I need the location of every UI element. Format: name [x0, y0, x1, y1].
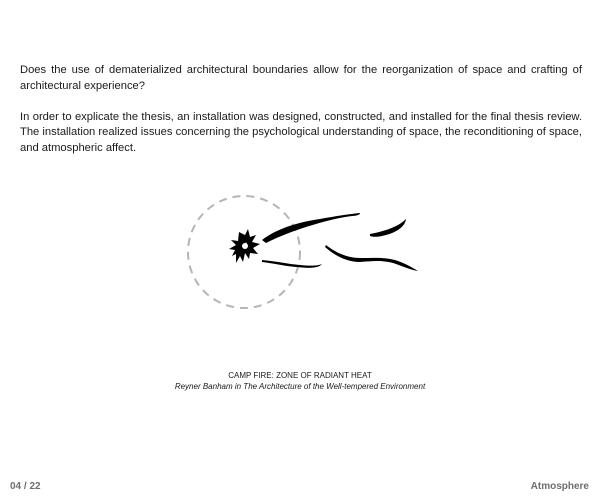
page-number: 04 / 22: [10, 481, 41, 492]
smoke-plume: [262, 213, 418, 271]
thesis-explanation: In order to explicate the thesis, an installation was designed, constructed, and installed for the final thesis review. The installation realized issues concerning the psychological understanding of space, the reconditioning of space, and atmospheric affect.: [20, 110, 582, 154]
figure-caption-source: Reyner Banham in The Architecture of the Well-tempered Environment: [174, 382, 426, 391]
section-label: Atmosphere: [530, 481, 589, 492]
fire-icon: [229, 229, 260, 263]
thesis-question: Does the use of dematerialized architectural boundaries allow for the reorganization of space and crafting of architectural experience?: [20, 64, 582, 92]
figure-caption-title: CAMP FIRE: ZONE OF RADIANT HEAT: [228, 371, 372, 380]
